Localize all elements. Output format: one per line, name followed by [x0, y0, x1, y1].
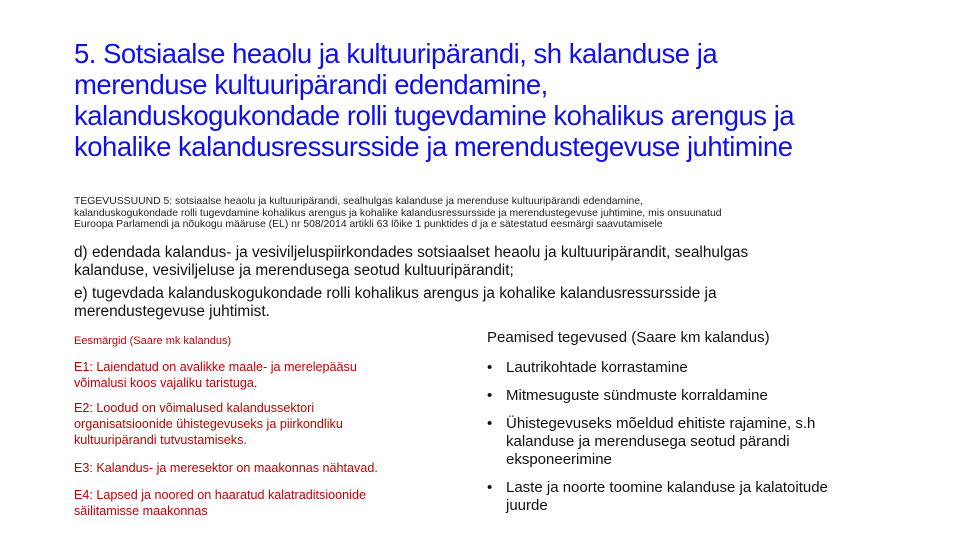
title-line: merenduse kultuuripärandi edendamine, — [74, 69, 548, 100]
list-item-line: Mitmesuguste sündmuste korraldamine — [506, 387, 768, 404]
title-line: 5. Sotsiaalse heaolu ja kultuuripärandi, sh kalanduse ja — [74, 38, 718, 69]
objective-line: kalanduse, vesiviljeluse ja merendusega seotud kultuuripärandit; — [74, 262, 514, 279]
indicator-line: võimalusi koos vajaliku taristuga. — [74, 376, 258, 390]
objective-line: d) edendada kalandus- ja vesiviljeluspiirkondades sotsiaalset heaolu ja kultuuripärandit, sealhulgas — [74, 244, 749, 261]
list-item — [487, 359, 897, 377]
objective-line: e) tugevdada kalanduskogukondade rolli kohalikus arengus ja kohalike kalandusressursside ja — [74, 285, 717, 302]
bullet-icon: • — [487, 359, 493, 376]
indicator-line: E3: Kalandus- ja meresektor on maakonnas nähtavad. — [74, 461, 378, 475]
title-line: kohalike kalandusressursside ja merendustegevuse juhtimine — [74, 131, 793, 162]
indicator-line: organisatsioonide ühistegevuseks ja piirkondliku — [74, 417, 343, 431]
bullet-icon: • — [487, 415, 493, 432]
indicators-header: Eesmärgid (Saare mk kalandus) — [74, 335, 232, 347]
activities-list — [487, 359, 897, 515]
indicator-e2 — [74, 400, 474, 448]
list-item-line: juurde — [506, 497, 548, 514]
strategy-description — [74, 196, 904, 231]
page-title — [74, 38, 934, 162]
indicator-e3 — [74, 460, 474, 476]
list-item-text — [506, 479, 897, 515]
list-item-line: Lautrikohtade korrastamine — [506, 359, 688, 376]
list-item-line: Ühistegevuseks mõeldud ehitiste rajamine, s.h — [506, 415, 816, 432]
title-line: kalanduskogukondade rolli tugevdamine kohalikus arengus ja — [74, 100, 795, 131]
list-item — [487, 479, 897, 515]
bullet-icon: • — [487, 387, 493, 404]
strategy-line: kalanduskogukondade rolli tugevdamine kohalikus arengus ja kohalike kalandusressursside ja merendustegevuse juhtimine, mis onsuunatud — [74, 207, 722, 219]
list-item — [487, 387, 897, 405]
list-item-line: Laste ja noorte toomine kalanduse ja kalatoitude — [506, 479, 828, 496]
objective-d — [74, 244, 904, 280]
activities-header: Peamised tegevused (Saare km kalandus) — [487, 329, 770, 346]
objectives-section — [74, 244, 904, 326]
list-item-text — [506, 359, 897, 377]
objective-line: merendustegevuse juhtimist. — [74, 303, 270, 320]
indicator-line: E4: Lapsed ja noored on haaratud kalatraditsioonide — [74, 488, 366, 502]
indicator-e4 — [74, 487, 474, 519]
indicator-line: kultuuripärandi tutvustamiseks. — [74, 433, 247, 447]
indicator-line: säilitamisse maakonnas — [74, 504, 208, 518]
list-item-line: eksponeerimine — [506, 451, 612, 468]
list-item-line: kalanduse ja merendusega seotud pärandi — [506, 433, 790, 450]
indicators-column — [74, 334, 474, 528]
list-item-text — [506, 415, 897, 469]
indicator-line: E2: Loodud on võimalused kalandussektori — [74, 401, 315, 415]
bullet-icon: • — [487, 479, 493, 496]
list-item — [487, 415, 897, 469]
indicator-e1 — [74, 359, 474, 391]
strategy-line: TEGEVUSSUUND 5: sotsiaalse heaolu ja kultuuripärandi, sealhulgas kalanduse ja merenduse kultuuripärandi edendamine, — [74, 196, 643, 207]
indicator-line: E1: Laiendatud on avalikke maale- ja merelepääsu — [74, 360, 357, 374]
strategy-line: Euroopa Parlamendi ja nõukogu määruse (EL) nr 508/2014 artikli 63 lõike 1 punktides d ja e sätestatud eesmärgi saavutamisele — [74, 219, 663, 231]
objective-e — [74, 285, 904, 321]
activities-column — [487, 329, 897, 525]
list-item-text — [506, 387, 897, 405]
